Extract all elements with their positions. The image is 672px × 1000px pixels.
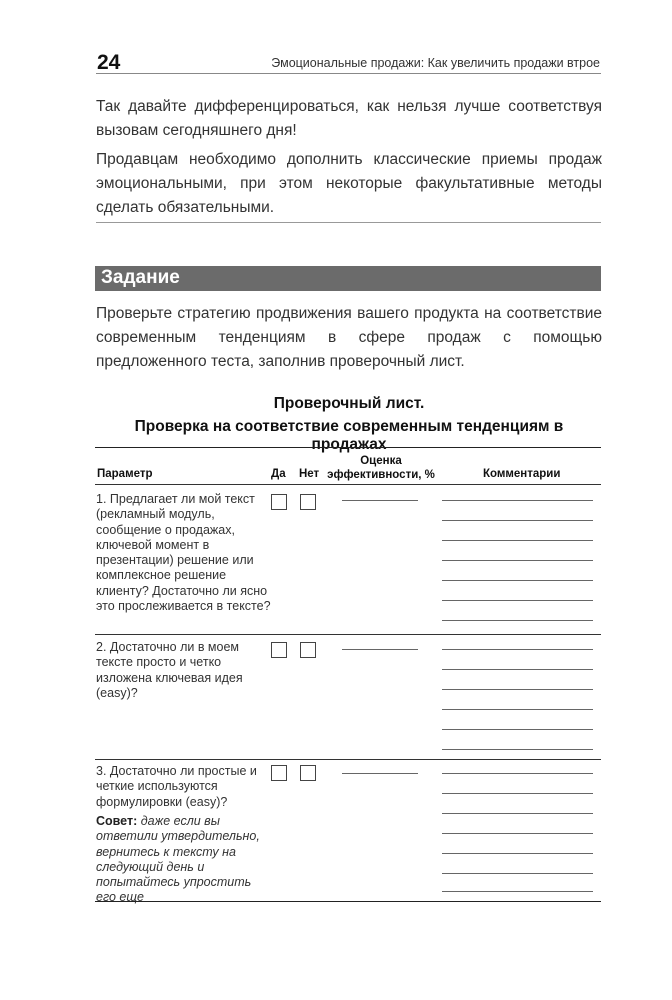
row-1-comment-line-5[interactable]	[442, 580, 593, 581]
row-3-yes-checkbox[interactable]	[271, 765, 287, 781]
row-3-comment-line-3[interactable]	[442, 813, 593, 814]
row-1-comment-line-7[interactable]	[442, 620, 593, 621]
row-1-yes-checkbox[interactable]	[271, 494, 287, 510]
column-header-parameter: Параметр	[97, 468, 153, 480]
header-rule	[96, 73, 601, 74]
row-1-question: 1. Предлагает ли мой текст (рекламный модуль, сообщение о продажах, ключевой момент в презентации) решение или комплексное решение клиенту? Достаточно ли ясно это прослеживается в тексте?	[96, 492, 271, 614]
row-1-rating-field[interactable]	[342, 500, 418, 501]
row-3-comment-line-5[interactable]	[442, 853, 593, 854]
column-header-rating-line2: эффективности, %	[327, 469, 435, 481]
row-2-comment-line-4[interactable]	[442, 709, 593, 710]
row-2-question: 2. Достаточно ли в моем тексте просто и четко изложена ключевая идея (easy)?	[96, 640, 243, 700]
row-1-divider	[95, 634, 601, 635]
tip-text: даже если вы ответили утвердительно, вернитесь к тексту на следующий день и попытайтесь упростить его еще	[96, 814, 260, 905]
row-2-rating-field[interactable]	[342, 649, 418, 650]
section-divider	[96, 222, 601, 223]
row-3-rating-field[interactable]	[342, 773, 418, 774]
task-paragraph: Проверьте стратегию продвижения вашего продукта на соответствие современным тенденциям в сфере продаж с помощью предложенного теста, заполнив проверочный лист.	[96, 305, 602, 370]
column-header-rating	[326, 454, 436, 482]
section-header-bar	[95, 266, 601, 291]
tip-label: Совет:	[96, 814, 138, 828]
row-2-no-checkbox[interactable]	[300, 642, 316, 658]
row-1-no-checkbox[interactable]	[300, 494, 316, 510]
row-2-comment-line-6[interactable]	[442, 749, 593, 750]
column-header-yes: Да	[271, 468, 286, 480]
row-1-comment-line-6[interactable]	[442, 600, 593, 601]
table-bottom-rule	[95, 901, 601, 902]
row-3-comment-line-2[interactable]	[442, 793, 593, 794]
body-paragraph-1: Так давайте дифференцироваться, как нельзя лучше соответствуя вызовам сегодняшнего дня!	[96, 98, 602, 139]
row-3-tip	[96, 814, 271, 906]
row-3-comment-line-4[interactable]	[442, 833, 593, 834]
column-header-no: Нет	[299, 468, 320, 480]
row-1-comment-line-1[interactable]	[442, 500, 593, 501]
row-3-no-checkbox[interactable]	[300, 765, 316, 781]
row-2-comment-line-5[interactable]	[442, 729, 593, 730]
row-3-comment-line-7[interactable]	[442, 891, 593, 892]
section-title: Задание	[101, 267, 180, 288]
row-2-comment-line-3[interactable]	[442, 689, 593, 690]
row-1-comment-line-3[interactable]	[442, 540, 593, 541]
column-header-rating-line1: Оценка	[360, 455, 402, 467]
checklist-title: Проверочный лист.	[273, 395, 425, 412]
row-1-comment-line-4[interactable]	[442, 560, 593, 561]
table-top-rule	[95, 447, 601, 448]
row-3-comment-line-6[interactable]	[442, 873, 593, 874]
row-1-comment-line-2[interactable]	[442, 520, 593, 521]
row-2-yes-checkbox[interactable]	[271, 642, 287, 658]
row-3-comment-line-1[interactable]	[442, 773, 593, 774]
row-3-question: 3. Достаточно ли простые и четкие используются формулировки (easy)?	[96, 764, 257, 809]
row-2-comment-line-1[interactable]	[442, 649, 593, 650]
body-paragraph-2: Продавцам необходимо дополнить классические приемы продаж эмоциональными, при этом некоторые факультативные методы сделать обязательными.	[96, 151, 602, 216]
row-2-comment-line-2[interactable]	[442, 669, 593, 670]
page-number: 24	[97, 51, 121, 74]
column-header-comments: Комментарии	[483, 468, 561, 480]
table-header-rule	[95, 484, 601, 485]
checklist-subtitle: Проверка на соответствие современным тенденциям в продажах	[134, 418, 564, 453]
row-2-divider	[95, 759, 601, 760]
running-title: Эмоциональные продажи: Как увеличить продажи втрое	[271, 56, 600, 70]
